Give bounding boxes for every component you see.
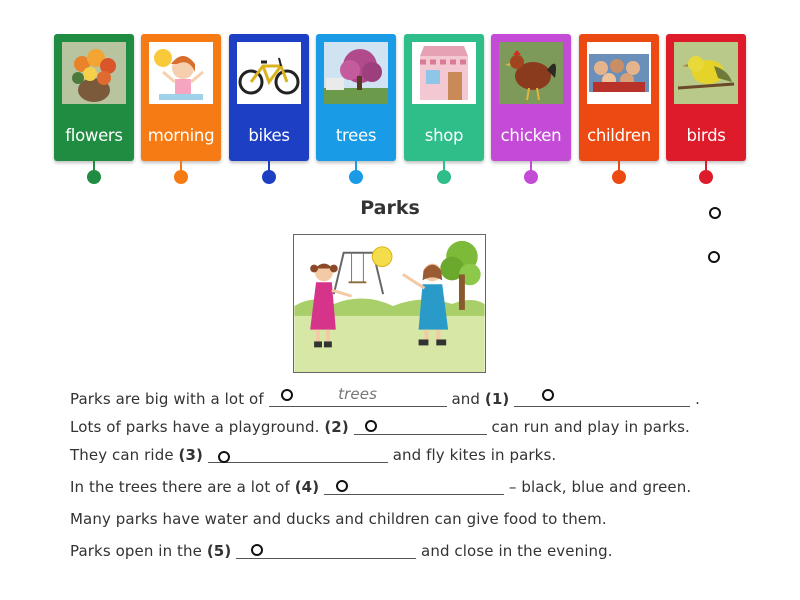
card-pin-shop[interactable] [437,170,451,184]
question-number: (3) [178,446,203,464]
drop-target-3[interactable] [218,451,230,463]
sentence-text: They can ride [70,446,174,464]
word-card-chicken[interactable] [491,34,571,161]
question-number: (1) [484,390,510,408]
card-label: birds [686,126,726,145]
drop-target-5[interactable] [251,544,263,556]
sentence-2 [70,418,690,436]
card-label: flowers [65,126,123,145]
sentence-4 [70,478,691,496]
sentence-3 [70,446,556,464]
card-label: children [587,126,651,145]
drop-target-spare[interactable] [708,251,720,263]
morning-girl-icon [149,42,213,104]
card-pin-birds[interactable] [699,170,713,184]
word-card-flowers[interactable] [54,34,134,161]
drop-target-example[interactable] [281,389,293,401]
children-icon [587,42,651,104]
word-card-shop[interactable] [404,34,484,161]
sentence-text: . [695,390,700,408]
sentence-text: Many parks have water and ducks and children can give food to them. [70,510,607,528]
word-card-bikes[interactable] [229,34,309,161]
sentence-text: and [451,390,480,408]
answer-blank-3[interactable] [208,447,388,463]
rooster-icon [499,42,563,104]
sentence-text: and fly kites in parks. [392,446,557,464]
word-card-trees[interactable] [316,34,396,161]
drop-target-2[interactable] [365,420,377,432]
park-illustration [293,234,486,373]
drop-target-spare[interactable] [709,207,721,219]
sentence-text: Parks are big with a lot of [70,390,264,408]
filled-answer: trees [338,385,377,403]
sentence-text: – black, blue and green. [508,478,692,496]
question-number: (2) [324,418,349,436]
card-pin-trees[interactable] [349,170,363,184]
sentence-5 [70,510,607,528]
page-title: Parks [360,197,420,219]
card-pin-bikes[interactable] [262,170,276,184]
sentence-text: Parks open in the [70,542,202,560]
card-pin-morning[interactable] [174,170,188,184]
card-pin-children[interactable] [612,170,626,184]
drop-target-1[interactable] [542,389,554,401]
sentence-text: can run and play in parks. [491,418,690,436]
answer-blank-5[interactable] [236,543,416,559]
answer-blank-1[interactable] [514,391,690,407]
bird-icon [674,42,738,104]
word-card-morning[interactable] [141,34,221,161]
card-pin-flowers[interactable] [87,170,101,184]
card-pin-chicken[interactable] [524,170,538,184]
word-card-children[interactable] [579,34,659,161]
card-label: shop [424,126,464,145]
question-number: (4) [294,478,320,496]
drop-target-4[interactable] [336,480,348,492]
word-card-birds[interactable] [666,34,746,161]
sentence-text: and close in the evening. [421,542,613,560]
sentence-0 [70,385,700,408]
card-label: bikes [248,126,290,145]
flower-basket-icon [62,42,126,104]
sentence-text: In the trees there are a lot of [70,478,290,496]
bicycle-icon [237,42,301,104]
shop-icon [412,42,476,104]
answer-blank-example [269,385,447,407]
answer-blank-4[interactable] [324,479,504,495]
card-label: trees [335,126,377,145]
tree-icon [324,42,388,104]
question-number: (5) [206,542,232,560]
card-label: morning [147,126,215,145]
card-label: chicken [500,126,562,145]
sentence-6 [70,542,613,560]
sentence-text: Lots of parks have a playground. [70,418,320,436]
